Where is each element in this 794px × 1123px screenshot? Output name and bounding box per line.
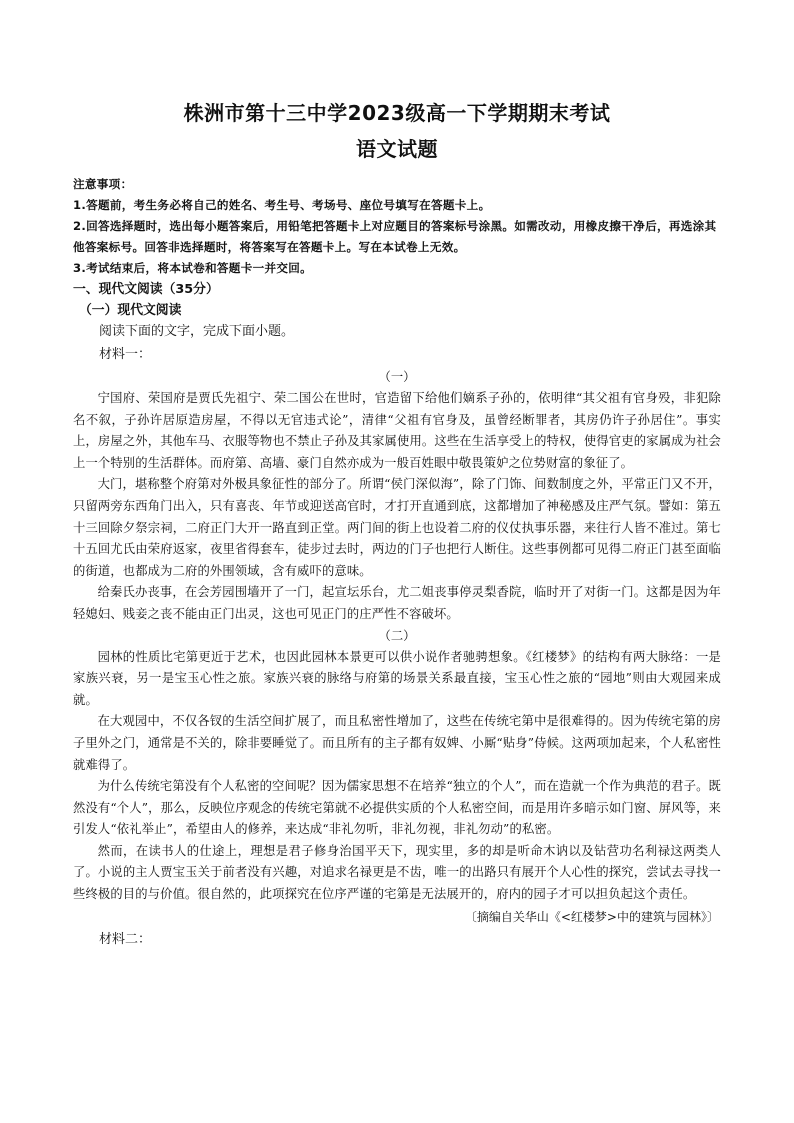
paragraph: 园林的性质比宅第更近于艺术，也因此园林本景更可以供小说作者驰骋想象。《红楼梦》的结构有两大脉络：一是家族兴衰，另一是宝玉心性之旅。家族兴衰的脉络与府第的场景关系最直接，宝玉心性之旅的“园地”则由大观园来成就。 <box>73 649 721 707</box>
part-two-heading: （二） <box>378 628 416 643</box>
paragraph: 大门，堪称整个府第对外极具象征性的部分了。所谓“侯门深似海”，除了门饰、间数制度之外，平常正门又不开，只留两旁东西角门出入，只有喜丧、年节或迎送高官时，才打开直通到底，这都增加了神秘感及庄严气氛。譬如：第五十三回除夕祭宗祠，二府正门大开一路直到正堂。两门间的街上也设着二府的仪仗执事乐器，来往行人皆不准过。第七十五回尤氏由荣府返家，夜里省得套车，徒步过去时，两边的门子也把行人断住。这些事例都可见得二府正门甚至面临的街道，也都成为二府的外围领域，含有威吓的意味。 <box>73 477 721 578</box>
note-item: 2.回答选择题时，选出每小题答案后，用铅笔把答题卡上对应题目的答案标号涂黑。如需改动，用橡皮擦干净后，再选涂其他答案标号。回答非选择题时，将答案写在答题卡上。写在本试卷上无效。 <box>73 219 717 254</box>
paragraph: 给秦氏办丧事，在会芳园围墙开了一门，起宣坛乐台，尤二姐丧事停灵梨香院，临时开了对街一门。这都是因为年轻媳妇、贱妾之丧不能由正门出灵，这也可见正门的庄严性不容破坏。 <box>73 585 721 621</box>
exam-subtitle: 语文试题 <box>356 137 438 161</box>
exam-page <box>73 100 721 952</box>
exam-title: 株洲市第十三中学2023级高一下学期期末考试 <box>183 101 611 125</box>
paragraph: 为什么传统宅第没有个人私密的空间呢？因为儒家思想不在培养“独立的个人”，而在造就一个作为典范的君子。既然没有“个人”，那么，反映位序观念的传统宅第就不必提供实质的个人私密空间，而是用许多暗示如门窗、屏风等，来引发人“依礼举止”，希望由人的修养，来达成“非礼勿听，非礼勿视，非礼勿动”的私密。 <box>73 779 721 837</box>
part-one-heading: （一） <box>378 370 416 384</box>
source-citation: 〔摘编自关华山《<红楼梦>中的建筑与园林》〕 <box>464 909 719 924</box>
notes-heading: 注意事项： <box>73 177 133 191</box>
section-heading: 一、现代文阅读（35分） <box>73 282 219 297</box>
paragraph: 然而，在读书人的仕途上，理想是君子修身治国平天下，现实里，多的却是听命木讷以及钻营功名利禄这两类人了。小说的主人贾宝玉关于前者没有兴趣，对追求名禄更是不齿，唯一的出路只有展开个人心性的探究，尝试去寻找一些终极的目的与价值。很自然的，此项探究在位序严谨的宅第是无法展开的，府内的园子才可以担负起这个责任。 <box>73 843 721 902</box>
material-two-label: 材料二： <box>99 931 152 947</box>
material-one-label: 材料一： <box>99 347 152 362</box>
paragraph: 在大观园中，不仅各钗的生活空间扩展了，而且私密性增加了，这些在传统宅第中是很难得的。因为传统宅第的房子里外之门，通常是不关的，除非要睡觉了。而且所有的主子都有奴婢、小厮“贴身”侍候。这两项加起来，个人私密性就难得了。 <box>73 714 721 772</box>
subsection-heading: （一）现代文阅读 <box>79 303 182 318</box>
note-item: 1.答题前，考生务必将自己的姓名、考生号、考场号、座位号填写在答题卡上。 <box>73 198 491 212</box>
reading-instruction: 阅读下面的文字，完成下面小题。 <box>99 324 295 339</box>
paragraph: 宁国府、荣国府是贾氏先祖宁、荣二国公在世时，官造留下给他们嫡系子孙的，依明律“其父祖有官身殁，非犯除名不叙，子孙许居原造房屋，不得以无官违式论”，清律“父祖有官身及，虽曾经断罪者，其房仍许子孙居住”。事实上，房屋之外，其他车马、衣服等物也不禁止子孙及其家属使用。这些在生活享受上的特权，使得官吏的家属成为社会上一个特别的生活群体。而府第、高墙、豪门自然亦成为一般百姓眼中敬畏策妒之位势财富的象征了。 <box>73 391 721 470</box>
note-item: 3.考试结束后，将本试卷和答题卡一并交回。 <box>73 261 313 275</box>
